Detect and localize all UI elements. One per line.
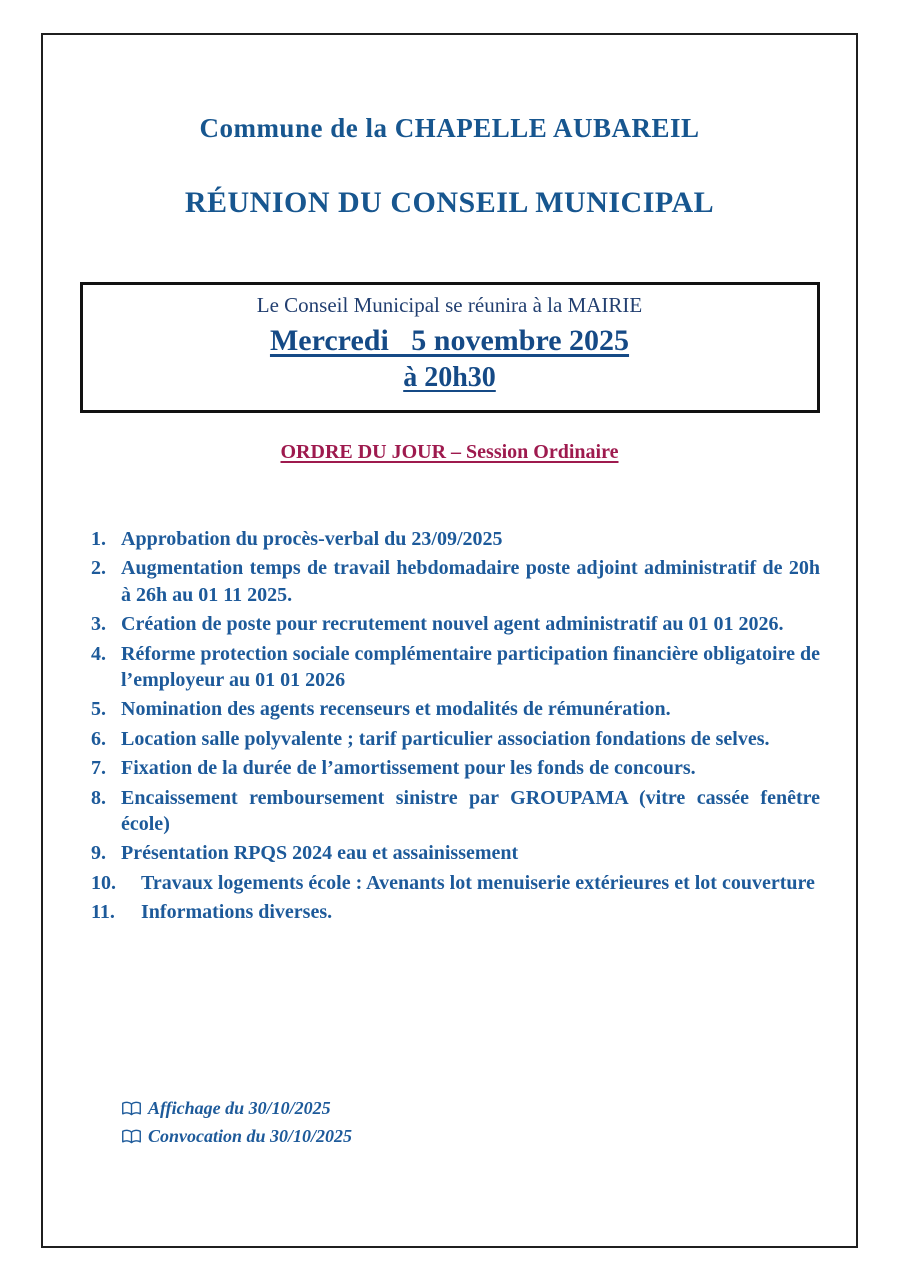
agenda-item xyxy=(91,555,820,608)
notice-date-text: Mercredi 5 novembre 2025 xyxy=(269,324,630,357)
agenda-item xyxy=(91,726,820,752)
footer-note-text: Affichage du 30/10/2025 xyxy=(148,1098,331,1118)
agenda-item xyxy=(91,611,820,637)
footer-note-text: Convocation du 30/10/2025 xyxy=(148,1125,353,1146)
agenda-item-text: Réforme protection sociale complémentaire participation financière obligatoire de l’employeur au 01 01 2026 xyxy=(121,642,820,691)
agenda-item-text: Informations diverses. xyxy=(141,901,333,924)
agenda-item-number: 9. xyxy=(91,842,106,865)
agenda-item-text: Encaissement remboursement sinistre par GROUPAMA (vitre cassée fenêtre école) xyxy=(121,786,820,835)
agenda-item-number: 1. xyxy=(91,528,106,550)
agenda-item xyxy=(91,870,820,896)
agenda-item-number: 8. xyxy=(91,786,106,809)
meeting-title: RÉUNION DU CONSEIL MUNICIPAL xyxy=(184,186,715,219)
footer-note xyxy=(121,1123,352,1151)
notice-time-text: à 20h30 xyxy=(403,362,496,393)
open-book-icon xyxy=(121,1101,142,1117)
agenda-item xyxy=(91,899,820,925)
agenda-item-text: Nomination des agents recenseurs et modalités de rémunération. xyxy=(121,698,671,721)
commune-title: Commune de la CHAPELLE AUBAREIL xyxy=(199,113,700,143)
agenda-heading: ORDRE DU JOUR – Session Ordinaire xyxy=(280,441,619,463)
agenda-item xyxy=(91,641,820,694)
agenda-item xyxy=(91,785,820,838)
agenda-item-number: 10. xyxy=(91,871,116,894)
agenda-item-number: 2. xyxy=(91,557,106,580)
agenda-item-text: Location salle polyvalente ; tarif particulier association fondations de selves. xyxy=(121,727,770,750)
open-book-icon xyxy=(121,1129,142,1145)
notice-intro-text: Le Conseil Municipal se réunira à la MAIRIE xyxy=(256,293,643,317)
agenda-item-number: 7. xyxy=(91,757,106,780)
agenda-item-number: 4. xyxy=(91,642,106,665)
meeting-notice-box xyxy=(80,282,820,413)
agenda-item-text: Travaux logements école : Avenants lot menuiserie extérieures et lot couverture xyxy=(141,871,815,894)
agenda-item-number: 3. xyxy=(91,613,106,636)
agenda-item-number: 11. xyxy=(91,901,115,924)
agenda-item xyxy=(91,526,820,552)
agenda-item-text: Création de poste pour recrutement nouvel agent administratif au 01 01 2026. xyxy=(121,613,784,636)
agenda-item xyxy=(91,755,820,781)
footer-notes xyxy=(121,1095,352,1151)
agenda-item-number: 6. xyxy=(91,727,106,750)
agenda-item-text: Fixation de la durée de l’amortissement pour les fonds de concours. xyxy=(121,757,696,780)
agenda-item-text: Augmentation temps de travail hebdomadaire poste adjoint administratif de 20h à 26h au 01 11 2025. xyxy=(121,557,820,606)
agenda-item xyxy=(91,840,820,866)
agenda-item xyxy=(91,696,820,722)
agenda-item-text: Présentation RPQS 2024 eau et assainissement xyxy=(121,842,519,865)
agenda-list xyxy=(43,526,856,925)
agenda-item-text: Approbation du procès-verbal du 23/09/2025 xyxy=(121,528,503,550)
document-page xyxy=(41,33,858,1248)
agenda-item-number: 5. xyxy=(91,698,106,721)
footer-note xyxy=(121,1095,352,1123)
